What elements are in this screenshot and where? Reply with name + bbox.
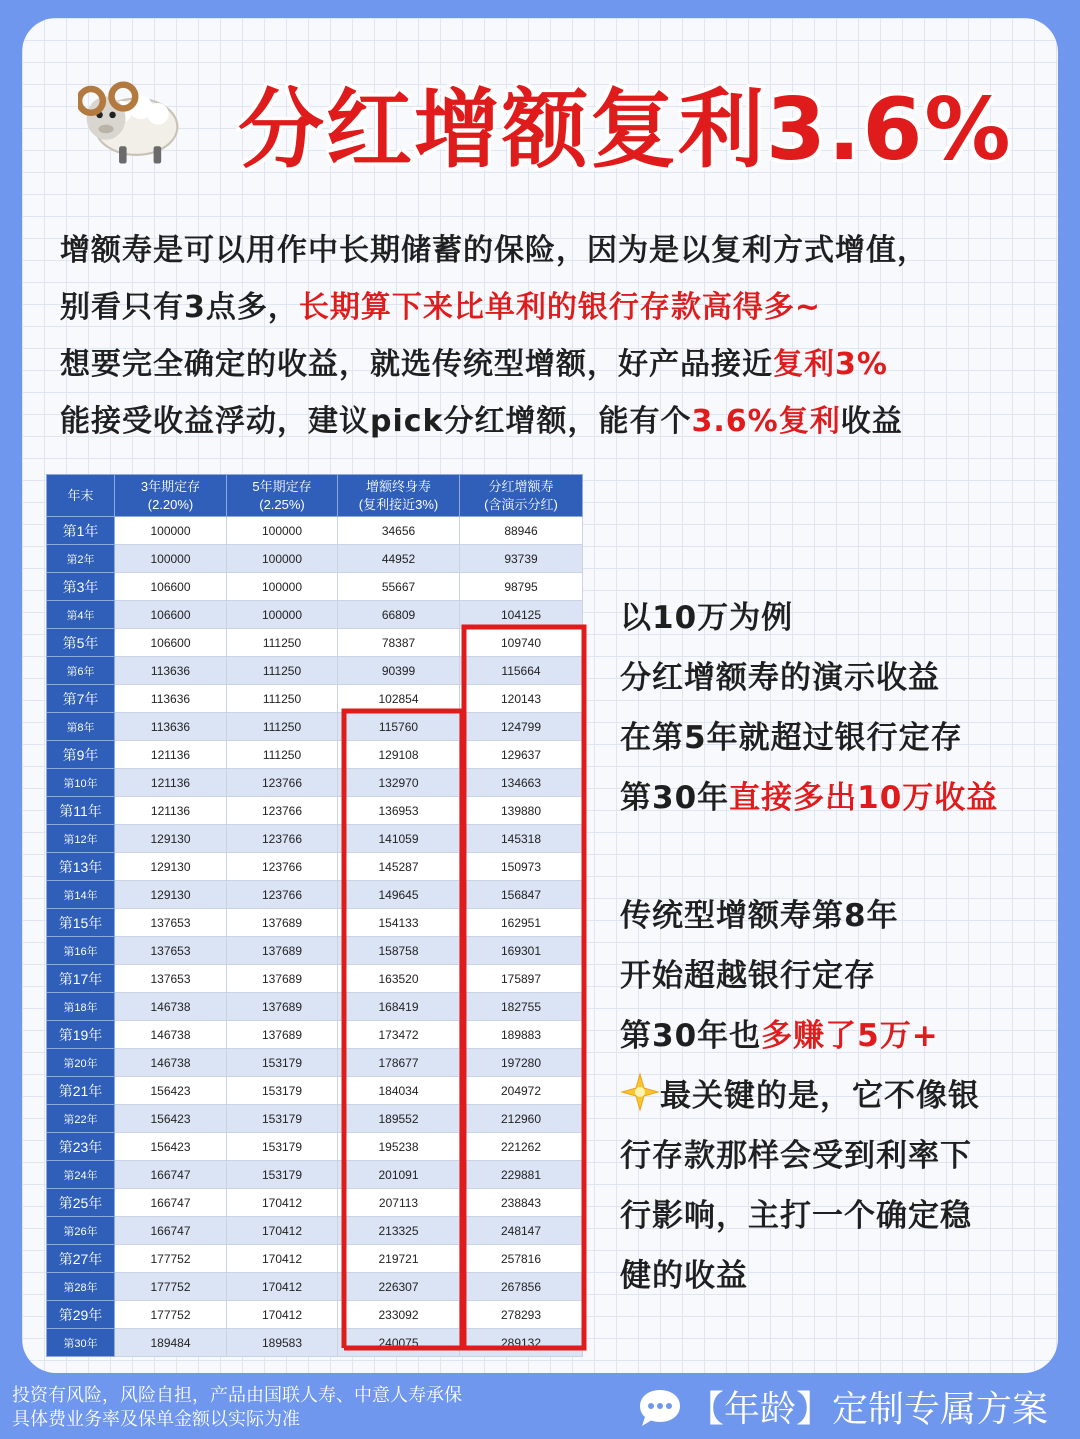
table-row	[47, 1077, 583, 1105]
value-cell: 129637	[460, 741, 583, 769]
disclaimer-line: 具体费业务率及保单金额以实际为准	[12, 1409, 300, 1429]
year-cell: 第2年	[47, 545, 115, 573]
year-cell: 第15年	[47, 909, 115, 937]
table-row	[47, 573, 583, 601]
value-cell: 123766	[227, 769, 338, 797]
value-cell: 98795	[460, 573, 583, 601]
page-title: 分红增额复利3.6%	[238, 80, 1013, 180]
intro-text: 别看只有3点多，	[60, 290, 299, 325]
value-cell: 123766	[227, 853, 338, 881]
intro-line	[60, 393, 1020, 450]
year-cell: 第22年	[47, 1105, 115, 1133]
value-cell: 153179	[227, 1133, 338, 1161]
side-line	[620, 1006, 1050, 1066]
value-cell: 55667	[338, 573, 460, 601]
value-cell: 123766	[227, 825, 338, 853]
value-cell: 111250	[227, 657, 338, 685]
value-cell: 267856	[460, 1273, 583, 1301]
value-cell: 153179	[227, 1161, 338, 1189]
year-cell: 第17年	[47, 965, 115, 993]
intro-paragraph	[60, 222, 1020, 450]
value-cell: 170412	[227, 1189, 338, 1217]
value-cell: 100000	[227, 545, 338, 573]
year-cell: 第10年	[47, 769, 115, 797]
value-cell: 233092	[338, 1301, 460, 1329]
table-row	[47, 993, 583, 1021]
comparison-table-container	[46, 474, 582, 1357]
value-cell: 111250	[227, 713, 338, 741]
intro-line	[60, 336, 1020, 393]
value-cell: 90399	[338, 657, 460, 685]
value-cell: 145318	[460, 825, 583, 853]
value-cell: 213325	[338, 1217, 460, 1245]
value-cell: 168419	[338, 993, 460, 1021]
table-row	[47, 601, 583, 629]
table-row	[47, 1021, 583, 1049]
value-cell: 212960	[460, 1105, 583, 1133]
value-cell: 34656	[338, 517, 460, 545]
risk-disclaimer	[12, 1383, 572, 1431]
cta-label: 【年龄】定制专属方案	[688, 1388, 1049, 1429]
side-line	[620, 1066, 1050, 1126]
table-row	[47, 741, 583, 769]
value-cell: 146738	[115, 1021, 227, 1049]
sparkle-star-icon	[620, 1072, 660, 1112]
value-cell: 166747	[115, 1161, 227, 1189]
table-row	[47, 1301, 583, 1329]
table-row	[47, 1217, 583, 1245]
side-line: 行存款那样会受到利率下	[620, 1138, 972, 1174]
column-header: 分红增额寿 (含演示分红)	[460, 475, 583, 517]
value-cell: 132970	[338, 769, 460, 797]
value-cell: 170412	[227, 1301, 338, 1329]
table-row	[47, 1189, 583, 1217]
value-cell: 150973	[460, 853, 583, 881]
year-cell: 第9年	[47, 741, 115, 769]
year-cell: 第8年	[47, 713, 115, 741]
side-line: 健的收益	[620, 1258, 748, 1294]
value-cell: 153179	[227, 1049, 338, 1077]
year-cell: 第4年	[47, 601, 115, 629]
chat-bubble-icon	[636, 1386, 684, 1430]
table-row	[47, 629, 583, 657]
value-cell: 257816	[460, 1245, 583, 1273]
side-explanation	[620, 588, 1050, 1306]
intro-line	[60, 279, 1020, 336]
table-row	[47, 545, 583, 573]
value-cell: 121136	[115, 741, 227, 769]
value-cell: 156423	[115, 1133, 227, 1161]
side-text: 第30年也	[620, 1018, 762, 1054]
table-row	[47, 713, 583, 741]
value-cell: 163520	[338, 965, 460, 993]
value-cell: 156847	[460, 881, 583, 909]
value-cell: 137653	[115, 909, 227, 937]
ram-emoji-icon	[78, 62, 186, 170]
value-cell: 146738	[115, 993, 227, 1021]
table-row	[47, 1133, 583, 1161]
value-cell: 104125	[460, 601, 583, 629]
value-cell: 156423	[115, 1077, 227, 1105]
value-cell: 207113	[338, 1189, 460, 1217]
value-cell: 182755	[460, 993, 583, 1021]
value-cell: 289132	[460, 1329, 583, 1357]
value-cell: 170412	[227, 1217, 338, 1245]
value-cell: 178677	[338, 1049, 460, 1077]
table-row	[47, 965, 583, 993]
value-cell: 177752	[115, 1273, 227, 1301]
value-cell: 102854	[338, 685, 460, 713]
value-cell: 221262	[460, 1133, 583, 1161]
value-cell: 177752	[115, 1301, 227, 1329]
intro-text: 收益	[840, 404, 903, 439]
side-line: 在第5年就超过银行定存	[620, 720, 963, 756]
value-cell: 162951	[460, 909, 583, 937]
value-cell: 136953	[338, 797, 460, 825]
year-cell: 第18年	[47, 993, 115, 1021]
value-cell: 137689	[227, 965, 338, 993]
table-row	[47, 853, 583, 881]
side-line: 传统型增额寿第8年	[620, 898, 899, 934]
value-cell: 166747	[115, 1189, 227, 1217]
value-cell: 238843	[460, 1189, 583, 1217]
table-row	[47, 1049, 583, 1077]
year-cell: 第13年	[47, 853, 115, 881]
intro-text: 能接受收益浮动，建议pick分红增额，能有个	[60, 404, 692, 439]
side-line: 分红增额寿的演示收益	[620, 660, 940, 696]
value-cell: 113636	[115, 713, 227, 741]
table-row	[47, 517, 583, 545]
value-cell: 100000	[227, 517, 338, 545]
value-cell: 137653	[115, 965, 227, 993]
year-cell: 第27年	[47, 1245, 115, 1273]
year-cell: 第29年	[47, 1301, 115, 1329]
table-row	[47, 1105, 583, 1133]
intro-highlight: 长期算下来比单利的银行存款高得多~	[298, 290, 822, 325]
value-cell: 129108	[338, 741, 460, 769]
comparison-table	[46, 474, 583, 1357]
value-cell: 149645	[338, 881, 460, 909]
column-header: 5年期定存 (2.25%)	[227, 475, 338, 517]
value-cell: 109740	[460, 629, 583, 657]
table-row	[47, 1273, 583, 1301]
value-cell: 153179	[227, 1105, 338, 1133]
table-row	[47, 825, 583, 853]
value-cell: 111250	[227, 685, 338, 713]
value-cell: 189484	[115, 1329, 227, 1357]
value-cell: 124799	[460, 713, 583, 741]
value-cell: 146738	[115, 1049, 227, 1077]
value-cell: 219721	[338, 1245, 460, 1273]
intro-line: 增额寿是可以用作中长期储蓄的保险，因为是以复利方式增值，	[60, 233, 928, 268]
table-row	[47, 657, 583, 685]
year-cell: 第21年	[47, 1077, 115, 1105]
table-header-row	[47, 475, 583, 517]
value-cell: 120143	[460, 685, 583, 713]
year-cell: 第30年	[47, 1329, 115, 1357]
intro-highlight: 复利3%	[773, 347, 888, 382]
table-row	[47, 1245, 583, 1273]
column-header: 年末	[47, 475, 115, 517]
table-row	[47, 909, 583, 937]
value-cell: 184034	[338, 1077, 460, 1105]
value-cell: 113636	[115, 685, 227, 713]
value-cell: 139880	[460, 797, 583, 825]
year-cell: 第12年	[47, 825, 115, 853]
value-cell: 137689	[227, 993, 338, 1021]
value-cell: 100000	[115, 517, 227, 545]
value-cell: 115664	[460, 657, 583, 685]
value-cell: 113636	[115, 657, 227, 685]
value-cell: 44952	[338, 545, 460, 573]
year-cell: 第23年	[47, 1133, 115, 1161]
side-line: 行影响，主打一个确定稳	[620, 1198, 972, 1234]
table-row	[47, 937, 583, 965]
table-row	[47, 769, 583, 797]
side-highlight: 直接多出10万收益	[729, 780, 999, 816]
value-cell: 166747	[115, 1217, 227, 1245]
side-text: 最关键的是，它不像银	[660, 1078, 980, 1114]
value-cell: 137689	[227, 937, 338, 965]
side-line: 以10万为例	[620, 600, 794, 636]
year-cell: 第3年	[47, 573, 115, 601]
value-cell: 121136	[115, 769, 227, 797]
value-cell: 154133	[338, 909, 460, 937]
side-line	[620, 768, 1050, 828]
intro-text: 想要完全确定的收益，就选传统型增额，好产品接近	[60, 347, 773, 382]
value-cell: 153179	[227, 1077, 338, 1105]
value-cell: 175897	[460, 965, 583, 993]
column-header: 3年期定存 (2.20%)	[115, 475, 227, 517]
year-cell: 第20年	[47, 1049, 115, 1077]
side-line: 开始超越银行定存	[620, 958, 876, 994]
disclaimer-line: 投资有风险，风险自担，产品由国联人寿、中意人寿承保	[12, 1385, 462, 1405]
year-cell: 第7年	[47, 685, 115, 713]
value-cell: 177752	[115, 1245, 227, 1273]
value-cell: 173472	[338, 1021, 460, 1049]
year-cell: 第6年	[47, 657, 115, 685]
value-cell: 111250	[227, 741, 338, 769]
value-cell: 129130	[115, 853, 227, 881]
year-cell: 第14年	[47, 881, 115, 909]
value-cell: 226307	[338, 1273, 460, 1301]
value-cell: 141059	[338, 825, 460, 853]
value-cell: 106600	[115, 629, 227, 657]
value-cell: 189883	[460, 1021, 583, 1049]
title-row	[60, 56, 1020, 180]
year-cell: 第1年	[47, 517, 115, 545]
value-cell: 169301	[460, 937, 583, 965]
value-cell: 229881	[460, 1161, 583, 1189]
value-cell: 137689	[227, 909, 338, 937]
year-cell: 第26年	[47, 1217, 115, 1245]
table-row	[47, 881, 583, 909]
value-cell: 189552	[338, 1105, 460, 1133]
value-cell: 158758	[338, 937, 460, 965]
value-cell: 195238	[338, 1133, 460, 1161]
value-cell: 170412	[227, 1245, 338, 1273]
value-cell: 123766	[227, 881, 338, 909]
value-cell: 197280	[460, 1049, 583, 1077]
value-cell: 170412	[227, 1273, 338, 1301]
value-cell: 121136	[115, 797, 227, 825]
value-cell: 93739	[460, 545, 583, 573]
value-cell: 66809	[338, 601, 460, 629]
value-cell: 129130	[115, 881, 227, 909]
value-cell: 201091	[338, 1161, 460, 1189]
side-highlight: 多赚了5万+	[761, 1018, 939, 1054]
value-cell: 134663	[460, 769, 583, 797]
value-cell: 111250	[227, 629, 338, 657]
value-cell: 100000	[115, 545, 227, 573]
value-cell: 137689	[227, 1021, 338, 1049]
value-cell: 156423	[115, 1105, 227, 1133]
value-cell: 115760	[338, 713, 460, 741]
year-cell: 第16年	[47, 937, 115, 965]
value-cell: 204972	[460, 1077, 583, 1105]
side-text: 第30年	[620, 780, 730, 816]
table-row	[47, 1161, 583, 1189]
value-cell: 248147	[460, 1217, 583, 1245]
value-cell: 88946	[460, 517, 583, 545]
year-cell: 第25年	[47, 1189, 115, 1217]
value-cell: 189583	[227, 1329, 338, 1357]
year-cell: 第5年	[47, 629, 115, 657]
table-row	[47, 797, 583, 825]
table-row	[47, 685, 583, 713]
value-cell: 137653	[115, 937, 227, 965]
value-cell: 100000	[227, 573, 338, 601]
custom-plan-cta[interactable]	[636, 1384, 1076, 1434]
table-body	[47, 517, 583, 1357]
value-cell: 106600	[115, 573, 227, 601]
value-cell: 240075	[338, 1329, 460, 1357]
table-row	[47, 1329, 583, 1357]
intro-highlight: 3.6%复利	[691, 404, 841, 439]
year-cell: 第11年	[47, 797, 115, 825]
column-header: 增额终身寿 (复利接近3%)	[338, 475, 460, 517]
year-cell: 第28年	[47, 1273, 115, 1301]
value-cell: 129130	[115, 825, 227, 853]
value-cell: 145287	[338, 853, 460, 881]
value-cell: 278293	[460, 1301, 583, 1329]
value-cell: 100000	[227, 601, 338, 629]
value-cell: 78387	[338, 629, 460, 657]
year-cell: 第19年	[47, 1021, 115, 1049]
year-cell: 第24年	[47, 1161, 115, 1189]
value-cell: 106600	[115, 601, 227, 629]
value-cell: 123766	[227, 797, 338, 825]
